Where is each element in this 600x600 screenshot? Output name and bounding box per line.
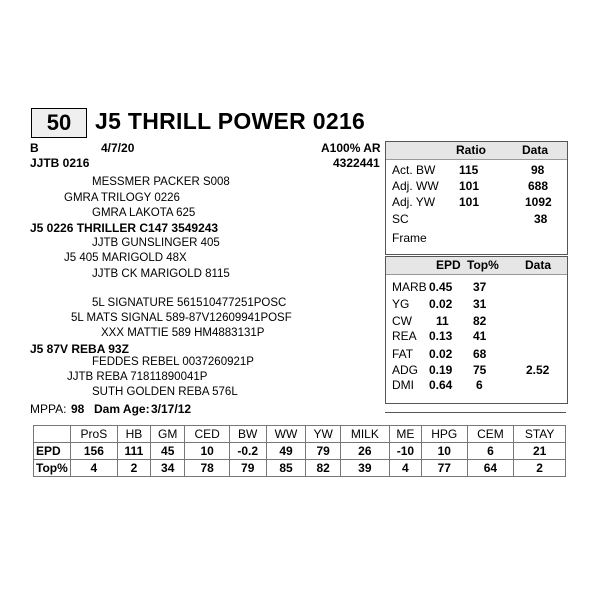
epd-value: 45 <box>151 443 185 460</box>
perf-row-data: 98 <box>531 163 545 177</box>
top-percent-value: 4 <box>389 460 421 477</box>
pedigree-sdd: JJTB CK MARIGOLD 8115 <box>92 268 230 280</box>
pedigree-ss: GMRA TRILOGY 0226 <box>64 192 180 204</box>
birth-date: 4/7/20 <box>101 141 135 155</box>
column-header: ProS <box>71 426 118 443</box>
epd-value: 10 <box>421 443 467 460</box>
registration-number: 4322441 <box>333 156 380 170</box>
perf-row-data: 38 <box>534 212 548 226</box>
top-percent-value: 78 <box>185 460 230 477</box>
carcass-row-label: DMI <box>392 378 414 392</box>
pedigree-sds: JJTB GUNSLINGER 405 <box>92 237 220 249</box>
column-header: GM <box>151 426 185 443</box>
carcass-panel-header <box>386 257 567 275</box>
perf-row-data: 688 <box>528 179 549 193</box>
epd-value: -10 <box>389 443 421 460</box>
carcass-row-top: 31 <box>473 297 487 311</box>
column-header: HB <box>117 426 150 443</box>
column-header: WW <box>266 426 306 443</box>
perf-row-label: SC <box>392 212 409 226</box>
epd-value: 49 <box>266 443 306 460</box>
epd-table-header-row <box>34 426 566 443</box>
top-header: Top% <box>467 258 499 272</box>
top-percent-value: 85 <box>266 460 306 477</box>
pedigree-ds: 5L MATS SIGNAL 589-87V12609941POSF <box>71 312 292 324</box>
carcass-row-label: YG <box>392 297 410 311</box>
carcass-row-label: REA <box>392 329 417 343</box>
carcass-row-label: FAT <box>392 347 414 361</box>
breed-percentage: A100% AR <box>321 141 381 155</box>
column-header: BW <box>229 426 266 443</box>
top-percent-row <box>34 460 566 477</box>
column-header: ME <box>389 426 421 443</box>
carcass-row-epd: 0.45 <box>429 280 453 294</box>
column-header: CED <box>185 426 230 443</box>
top-percent-value: 4 <box>71 460 118 477</box>
pedigree-sss: MESSMER PACKER S008 <box>92 176 230 188</box>
mppa-value: 98 <box>71 402 85 416</box>
top-percent-value: 34 <box>151 460 185 477</box>
perf-row-ratio: 101 <box>459 179 480 193</box>
sex-code: B <box>30 141 39 155</box>
carcass-row-top: 82 <box>473 314 487 328</box>
carcass-row-epd: 11 <box>436 314 449 328</box>
pedigree-dds: FEDDES REBEL 0037260921P <box>92 356 254 368</box>
perf-row-label: Act. BW <box>392 163 436 177</box>
epd-value: 156 <box>71 443 118 460</box>
performance-panel <box>385 141 568 255</box>
perf-row-data: 1092 <box>525 195 552 209</box>
epd-value: 21 <box>514 443 566 460</box>
carcass-row-epd: 0.64 <box>429 378 453 392</box>
epd-value: 10 <box>185 443 230 460</box>
epd-value: -0.2 <box>229 443 266 460</box>
pedigree-dsd: XXX MATTIE 589 HM4883131P <box>101 327 265 339</box>
carcass-row-top: 41 <box>473 329 487 343</box>
epd-row <box>34 443 566 460</box>
dam-age-label: Dam Age: <box>94 402 150 416</box>
carcass-row-label: ADG <box>392 363 419 377</box>
top-percent-value: 79 <box>229 460 266 477</box>
column-header: MILK <box>340 426 389 443</box>
data-header: Data <box>525 258 552 272</box>
carcass-row-top: 68 <box>473 347 487 361</box>
dam-age-value: 3/17/12 <box>151 402 192 416</box>
epd-value: 79 <box>306 443 340 460</box>
epd-value: 26 <box>340 443 389 460</box>
pedigree-ssd: GMRA LAKOTA 625 <box>92 207 196 219</box>
mppa-label: MPPA: <box>30 402 67 416</box>
carcass-row-top: 37 <box>473 280 487 294</box>
carcass-row-label: CW <box>392 314 412 328</box>
divider <box>385 412 566 413</box>
pedigree-dam: J5 87V REBA 93Z <box>30 342 129 356</box>
perf-row-ratio: 115 <box>459 163 479 177</box>
column-header: CEM <box>467 426 514 443</box>
top-percent-value: 77 <box>421 460 467 477</box>
carcass-row-data: 2.52 <box>526 363 550 377</box>
carcass-epd-panel <box>385 256 568 404</box>
pedigree-ddd: SUTH GOLDEN REBA 576L <box>92 386 238 398</box>
carcass-row-epd: 0.19 <box>429 363 453 377</box>
perf-row-label: Frame <box>392 231 427 245</box>
top-percent-row-label: Top% <box>34 460 71 477</box>
ratio-header: Ratio <box>456 143 486 157</box>
top-percent-value: 82 <box>306 460 340 477</box>
column-header: STAY <box>514 426 566 443</box>
lot-number-badge: 50 <box>31 108 87 138</box>
carcass-row-label: MARB <box>392 280 427 294</box>
column-header: YW <box>306 426 340 443</box>
empty-corner-cell <box>34 426 71 443</box>
pedigree-sd: J5 405 MARIGOLD 48X <box>64 252 187 264</box>
carcass-row-top: 75 <box>473 363 487 377</box>
pedigree-sire: J5 0226 THRILLER C147 3549243 <box>30 221 219 235</box>
perf-row-label: Adj. WW <box>392 179 439 193</box>
top-percent-value: 64 <box>467 460 514 477</box>
carcass-row-epd: 0.02 <box>429 347 453 361</box>
perf-row-ratio: 101 <box>459 195 480 209</box>
carcass-row-epd: 0.02 <box>429 297 453 311</box>
tattoo-id: JJTB 0216 <box>30 156 90 170</box>
epd-value: 6 <box>467 443 514 460</box>
top-percent-value: 2 <box>514 460 566 477</box>
carcass-row-top: 6 <box>476 378 483 392</box>
top-percent-value: 39 <box>340 460 389 477</box>
animal-name-title: J5 THRILL POWER 0216 <box>95 108 366 134</box>
carcass-row-epd: 0.13 <box>429 329 453 343</box>
epd-row-label: EPD <box>34 443 71 460</box>
data-header: Data <box>522 143 549 157</box>
perf-row-label: Adj. YW <box>392 195 436 209</box>
pedigree-dss: 5L SIGNATURE 561510477251POSC <box>92 297 287 309</box>
epd-table <box>33 425 566 477</box>
epd-header: EPD <box>436 258 461 272</box>
pedigree-dd: JJTB REBA 71811890041P <box>67 371 208 383</box>
top-percent-value: 2 <box>117 460 150 477</box>
performance-panel-header <box>386 142 567 160</box>
column-header: HPG <box>421 426 467 443</box>
epd-value: 111 <box>117 443 150 460</box>
